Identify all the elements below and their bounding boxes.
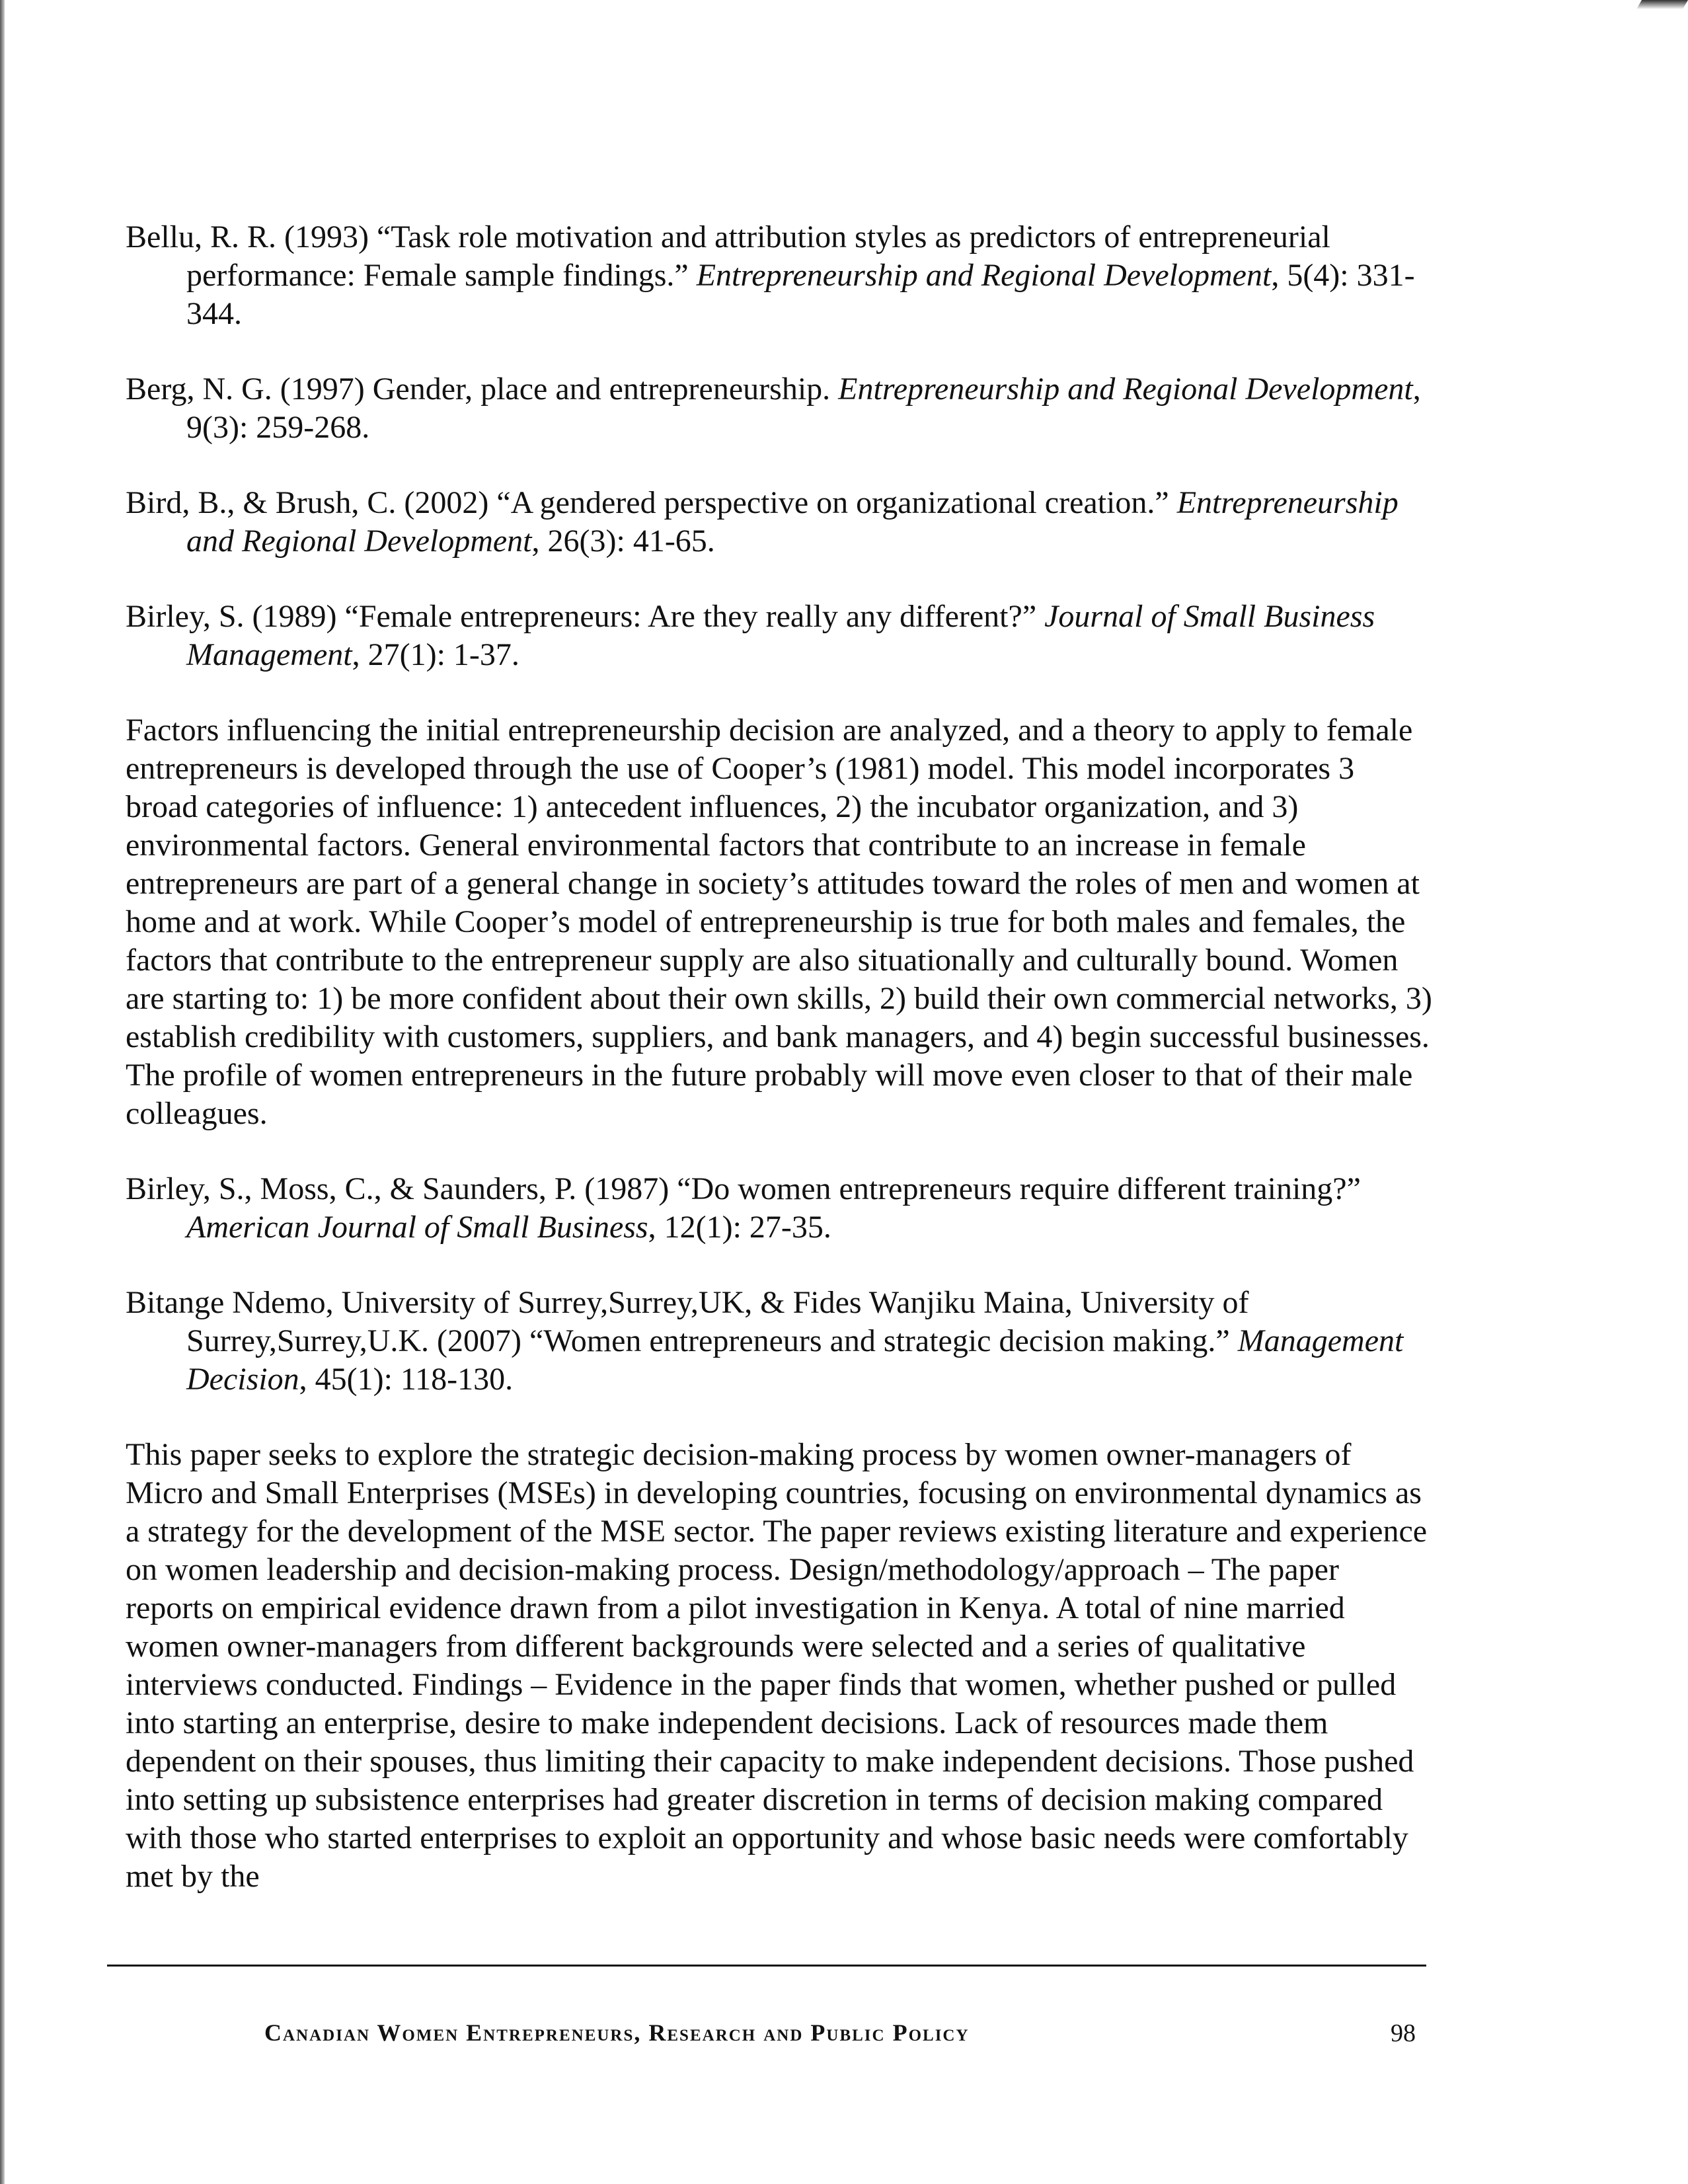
reference-entry: [126, 1170, 1434, 1247]
reference-text: Birley, S. (1989) “Female entrepreneurs: Are they really any different?”: [126, 599, 1045, 634]
reference-text: Birley, S., Moss, C., & Saunders, P. (1987) “Do women entrepreneurs require different training?”: [126, 1171, 1361, 1206]
running-footer-title: Canadian Women Entrepreneurs, Research and Public Policy: [264, 2019, 970, 2046]
reference-volume: , 9(3): 259-268.: [186, 371, 1421, 445]
abstract-paragraph: This paper seeks to explore the strategic decision-making process by women owner-managers of Micro and Small Enterprises (MSEs) in developing countries, focusing on environmental dynamics as a strategy for the development of the MSE sector. The paper reviews existing literature and experience on women leadership and decision-making process. Design/methodology/approach – The paper reports on empirical evidence drawn from a pilot investigation in Kenya. A total of nine married women owner-managers from different backgrounds were selected and a series of qualitative interviews conducted. Findings – Evidence in the paper finds that women, whether pushed or pulled into starting an enterprise, desire to make independent decisions. Lack of resources made them dependent on their spouses, thus limiting their capacity to make independent decisions. Those pushed into setting up subsistence enterprises had greater discretion in terms of decision making compared with those who started enterprises to exploit an opportunity and whose basic needs were comfortably met by the: [126, 1437, 1428, 1894]
reference-text: Bellu, R. R. (1993) “Task role motivation and attribution styles as predictors of entrepreneurial performance: Female sample findings.”: [126, 219, 1330, 293]
reference-volume: , 5(4): 331-344.: [186, 258, 1415, 331]
reference-volume: , 12(1): 27-35.: [648, 1210, 831, 1245]
reference-entry: [126, 598, 1434, 674]
reference-entry: [126, 370, 1434, 447]
reference-journal: Journal of Small Business Management: [186, 599, 1375, 672]
footer-rule: [107, 1965, 1426, 1967]
reference-entry: [126, 1284, 1434, 1399]
reference-journal: American Journal of Small Business: [186, 1210, 648, 1245]
reference-entry: [126, 218, 1434, 333]
page-number: 98: [1391, 2019, 1416, 2047]
reference-text: Bird, B., & Brush, C. (2002) “A gendered perspective on organizational creation.”: [126, 485, 1177, 520]
scan-edge: [0, 0, 5, 2184]
reference-volume: , 27(1): 1-37.: [352, 637, 519, 672]
page-body: [126, 218, 1434, 1933]
abstract-paragraph: Factors influencing the initial entrepreneurship decision are analyzed, and a theory to apply to female entrepreneurs is developed through the use of Cooper’s (1981) model. This model incorporates 3 broad categories of influence: 1) antecedent influences, 2) the incubator organization, and 3) environmental factors. General environmental factors that contribute to an increase in female entrepreneurs are part of a general change in society’s attitudes toward the roles of men and women at home and at work. While Cooper’s model of entrepreneurship is true for both males and females, the factors that contribute to the entrepreneur supply are also situationally and culturally bound. Women are starting to: 1) be more confident about their own skills, 2) build their own commercial networks, 3) establish credibility with customers, suppliers, and bank managers, and 4) begin successful businesses. The profile of women entrepreneurs in the future probably will move even closer to that of their male colleagues.: [126, 713, 1432, 1131]
reference-volume: , 45(1): 118-130.: [299, 1362, 514, 1397]
reference-entry: [126, 484, 1434, 561]
reference-text: Bitange Ndemo, University of Surrey,Surrey,UK, & Fides Wanjiku Maina, University of Surrey,Surrey,U.K. (2007) “Women entrepreneurs and strategic decision making.”: [126, 1285, 1249, 1358]
reference-journal: Entrepreneurship and Regional Development: [838, 371, 1413, 407]
reference-journal: Entrepreneurship and Regional Development: [696, 258, 1272, 293]
reference-journal: Entrepreneurship and Regional Development: [186, 485, 1399, 559]
reference-volume: , 26(3): 41-65.: [531, 524, 715, 559]
reference-journal: Management Decision: [186, 1323, 1404, 1397]
reference-text: Berg, N. G. (1997) Gender, place and entrepreneurship.: [126, 371, 839, 407]
scan-corner-mark: [1636, 0, 1688, 9]
